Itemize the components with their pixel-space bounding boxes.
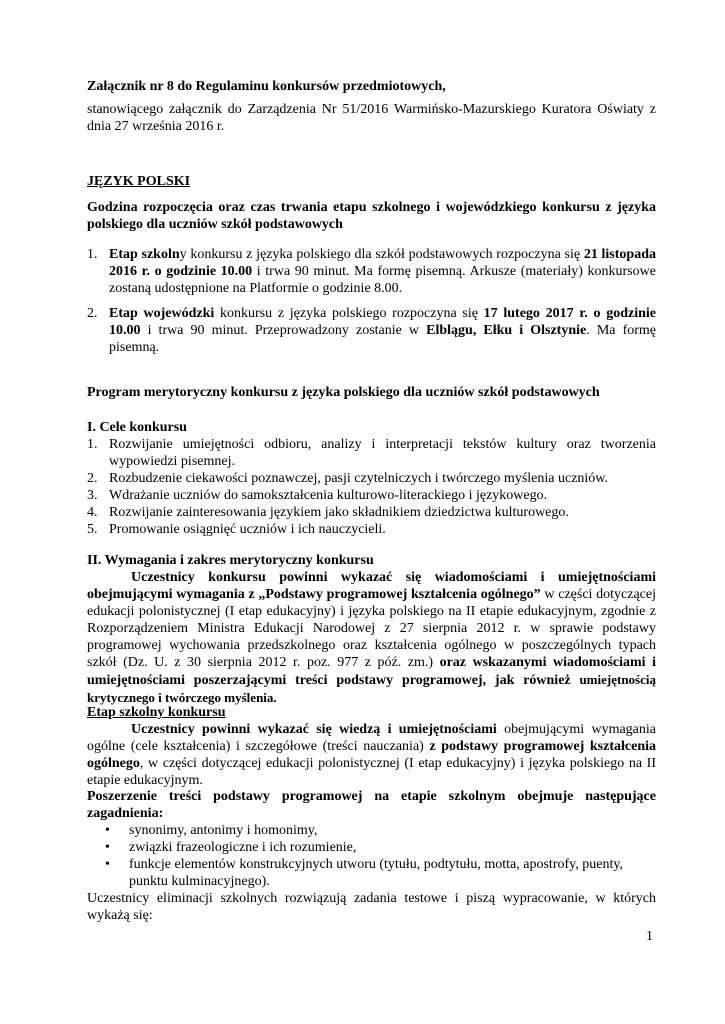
annex-title: Załącznik nr 8 do Regulaminu konkursów przedmiotowych, xyxy=(87,79,446,94)
list-item xyxy=(87,470,656,487)
item-bold: Elblągu, Ełku i Olsztynie xyxy=(426,323,587,338)
item-bold: Etap szkoln xyxy=(109,247,180,262)
list-number: 4. xyxy=(87,505,98,520)
item-text: i trwa 90 minut. Przeprowadzony zostanie w xyxy=(140,323,427,338)
list-item xyxy=(87,521,656,538)
bullet-text: związki frazeologiczne i ich rozumienie, xyxy=(129,840,357,855)
schedule-heading: Godzina rozpoczęcia oraz czas trwania etapu szkolnego i wojewódzkiego konkursu z języka polskiego dla uczniów szkół podstawowych xyxy=(87,200,656,232)
list-item xyxy=(87,504,656,521)
annex-text: stanowiącego załącznik do Zarządzenia Nr 51/2016 Warmińsko-Mazurskiego Kuratora Oświaty z dnia 27 września 2016 r. xyxy=(87,102,656,134)
paragraph-bold: oraz wskazanymi wiadomościami i umiejętnościami poszerzającymi treści podstawy programowej, jak również xyxy=(87,655,656,688)
paragraph-text: w części dotyczącej edukacji polonistycznej (I etap edukacyjny) i języka polskiego na II etapie edukacyjnym, zgodnie z Rozporządzeniem Ministra Edukacji Narodowej z 27 sierpnia 2012 r. w sprawie podstawy programowej wychowania przedszkolnego oraz kształcenia ogólnego w poszczególnych typach szkół (Dz. U. z 30 sierpnia 2012 r. poz. 977 z póź. zm.) xyxy=(87,587,656,670)
bullet-text: funkcje elementów konstrukcyjnych utworu (tytułu, podtytułu, motta, apostrofy, puenty, punktu kulminacyjnego). xyxy=(129,857,623,889)
bullet-icon: • xyxy=(105,823,110,838)
list-number: 2. xyxy=(87,471,98,486)
list-item-text: Rozbudzenie ciekawości poznawczej, pasji czytelniczych i twórczego myślenia uczniów. xyxy=(109,471,608,486)
schedule-item xyxy=(87,246,656,297)
requirements-heading: II. Wymagania i zakres merytoryczny konkursu xyxy=(87,553,374,568)
extension-bullets xyxy=(103,822,656,890)
school-stage-paragraph xyxy=(87,721,656,789)
item-text: . Ma formę pisemną. xyxy=(109,323,656,355)
paragraph-text: obejmującymi wymagania ogólne (cele kształcenia) i szczegółowe (treści nauczania) xyxy=(87,722,656,754)
goals-heading: I. Cele konkursu xyxy=(87,420,187,435)
item-bold: Etap wojewódzki xyxy=(109,306,215,321)
paragraph-bold: z podstawy programowej kształcenia ogólnego xyxy=(87,739,656,771)
list-number: 3. xyxy=(87,488,98,503)
subject-title: JĘZYK POLSKI xyxy=(87,174,191,189)
school-stage-heading: Etap szkolny konkursu xyxy=(87,705,226,720)
schedule-item xyxy=(87,305,656,356)
paragraph-bold: Uczestnicy konkursu powinni wykazać się wiadomościami i umiejętnościami obejmującymi wymagania z „Podstawy programowej kształcenia ogólnego” xyxy=(87,570,656,602)
list-number: 5. xyxy=(87,522,98,537)
paragraph-text: , w części dotyczącej edukacji polonistycznej (I etap edukacyjny) i języka polskiego na II etapie edukacyjnym. xyxy=(87,756,656,788)
list-number: 2. xyxy=(87,306,98,321)
item-text: i trwa 90 minut. Ma formę pisemną. Arkusze (materiały) konkursowe zostaną udostępnione na Platformie o godzinie 8.00. xyxy=(109,264,656,296)
list-item xyxy=(87,487,656,504)
bullet-text: synonimy, antonimy i homonimy, xyxy=(129,823,318,838)
paragraph-bold: Uczestnicy powinni wykazać się wiedzą i umiejętnościami xyxy=(131,722,497,737)
list-item-text: Wdrażanie uczniów do samokształcenia kulturowo-literackiego i językowego. xyxy=(109,488,548,503)
list-item-text: Rozwijanie zainteresowania językiem jako składnikiem dziedzictwa kulturowego. xyxy=(109,505,569,520)
item-bold: 17 lutego 2017 r. o godzinie 10.00 xyxy=(109,306,656,338)
closing-paragraph: Uczestnicy eliminacji szkolnych rozwiązują zadania testowe i piszą wypracowanie, w których wykażą się: xyxy=(87,891,656,923)
list-number: 1. xyxy=(87,437,98,452)
schedule-list xyxy=(87,246,656,356)
extension-heading: Poszerzenie treści podstawy programowej na etapie szkolnym obejmuje następujące zagadnienia: xyxy=(87,789,656,821)
goals-list xyxy=(87,436,656,538)
requirements-paragraph xyxy=(87,569,656,707)
bullet-item xyxy=(103,839,656,856)
item-bold: 21 listopada 2016 r. o godzinie 10.00 xyxy=(109,247,656,279)
item-text: y konkursu z języka polskiego dla szkół podstawowych rozpoczyna się xyxy=(179,247,584,262)
list-number: 1. xyxy=(87,247,98,262)
bullet-icon: • xyxy=(105,840,110,855)
paragraph-bold: umiejętnością krytycznego i twórczego myślenia. xyxy=(87,672,656,705)
bullet-item xyxy=(103,856,656,890)
page-number: 1 xyxy=(646,929,653,944)
bullet-icon: • xyxy=(105,857,110,872)
list-item xyxy=(87,436,656,470)
program-heading: Program merytoryczny konkursu z języka polskiego dla uczniów szkół podstawowych xyxy=(87,385,600,400)
item-text: konkursu z języka polskiego rozpoczyna się xyxy=(214,306,484,321)
bullet-item xyxy=(103,822,656,839)
list-item-text: Promowanie osiągnięć uczniów i ich nauczycieli. xyxy=(109,522,386,537)
list-item-text: Rozwijanie umiejętności odbioru, analizy i interpretacji tekstów kultury oraz tworzenia wypowiedzi pisemnej. xyxy=(109,437,656,469)
